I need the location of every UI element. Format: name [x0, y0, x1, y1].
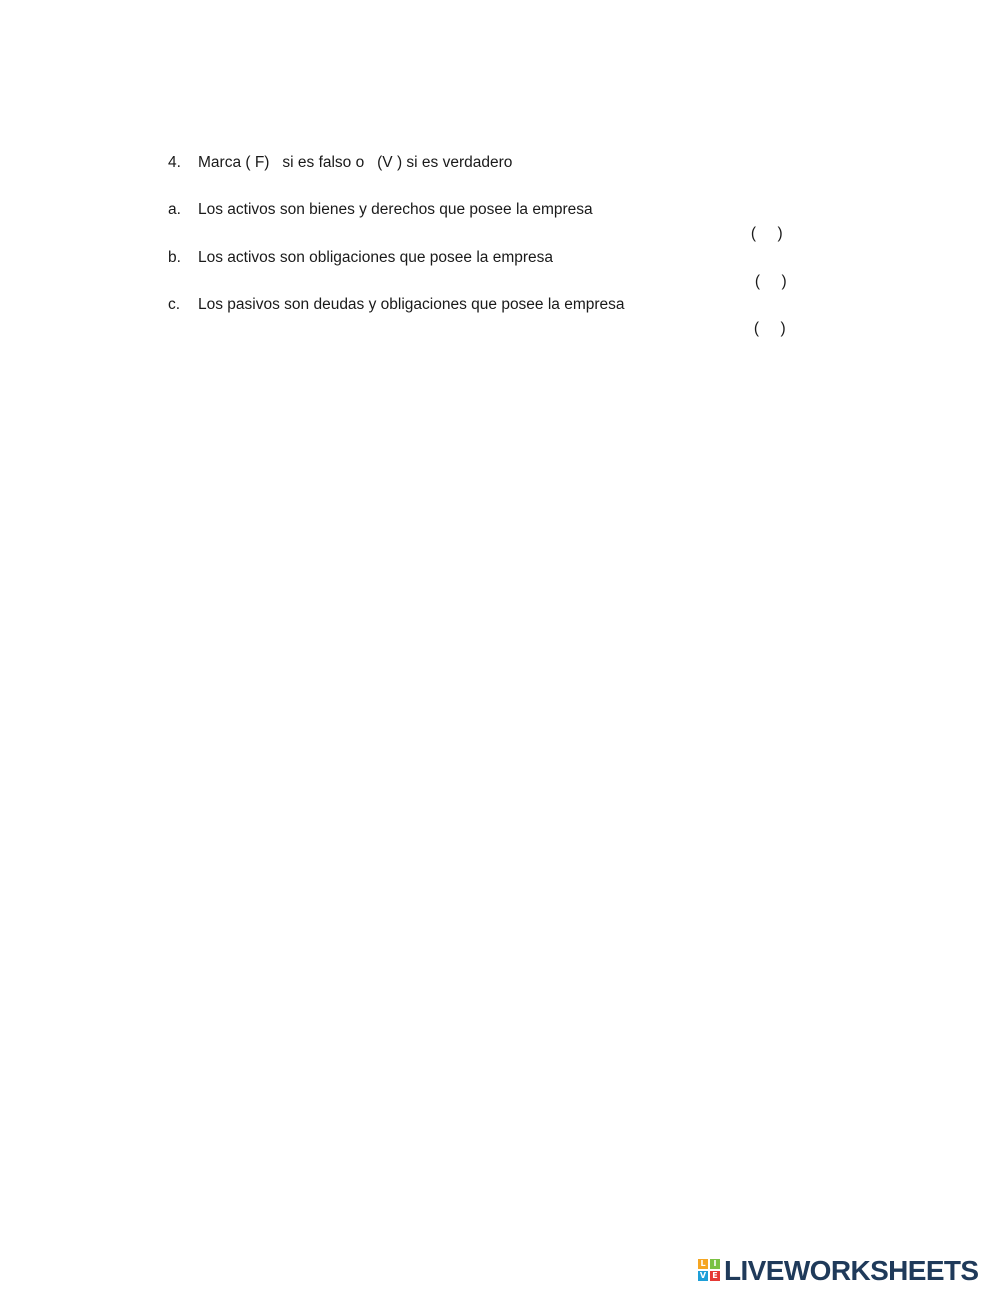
answer-field-a[interactable]	[733, 200, 751, 220]
answer-parentheses	[728, 293, 786, 337]
answer-field-b[interactable]	[737, 248, 755, 268]
logo-block-v: V	[699, 1271, 707, 1280]
item-marker: a.	[168, 201, 181, 218]
answer-field-c[interactable]	[736, 295, 754, 315]
logo-blocks-icon	[698, 1259, 721, 1282]
logo-block-l: L	[698, 1259, 708, 1269]
statement-item-a	[168, 198, 783, 242]
instruction-text: Marca ( F) si es falso o (V ) si es verdadero	[198, 154, 513, 171]
question-number: 4.	[168, 154, 181, 171]
statement-text: Los activos son obligaciones que posee la empresa	[198, 249, 554, 266]
logo-block-i: I	[710, 1259, 720, 1269]
logo-text: LIVEWORKSHEETS	[724, 1255, 979, 1286]
statement-item-b	[168, 246, 787, 290]
statement-item-c	[168, 293, 786, 337]
answer-parentheses	[729, 246, 787, 290]
answer-parentheses	[725, 198, 783, 242]
answer-parentheses-text: ( )	[750, 225, 783, 242]
statement-text: Los activos son bienes y derechos que posee la empresa	[198, 201, 593, 218]
answer-parentheses-text: ( )	[753, 320, 786, 337]
liveworksheets-logo	[698, 1257, 998, 1285]
answer-parentheses-text: ( )	[754, 273, 787, 290]
item-marker: c.	[168, 296, 181, 313]
item-marker: b.	[168, 249, 181, 266]
instruction-line	[168, 151, 513, 175]
statement-text: Los pasivos son deudas y obligaciones que posee la empresa	[198, 296, 625, 313]
logo-block-e: E	[710, 1271, 720, 1281]
